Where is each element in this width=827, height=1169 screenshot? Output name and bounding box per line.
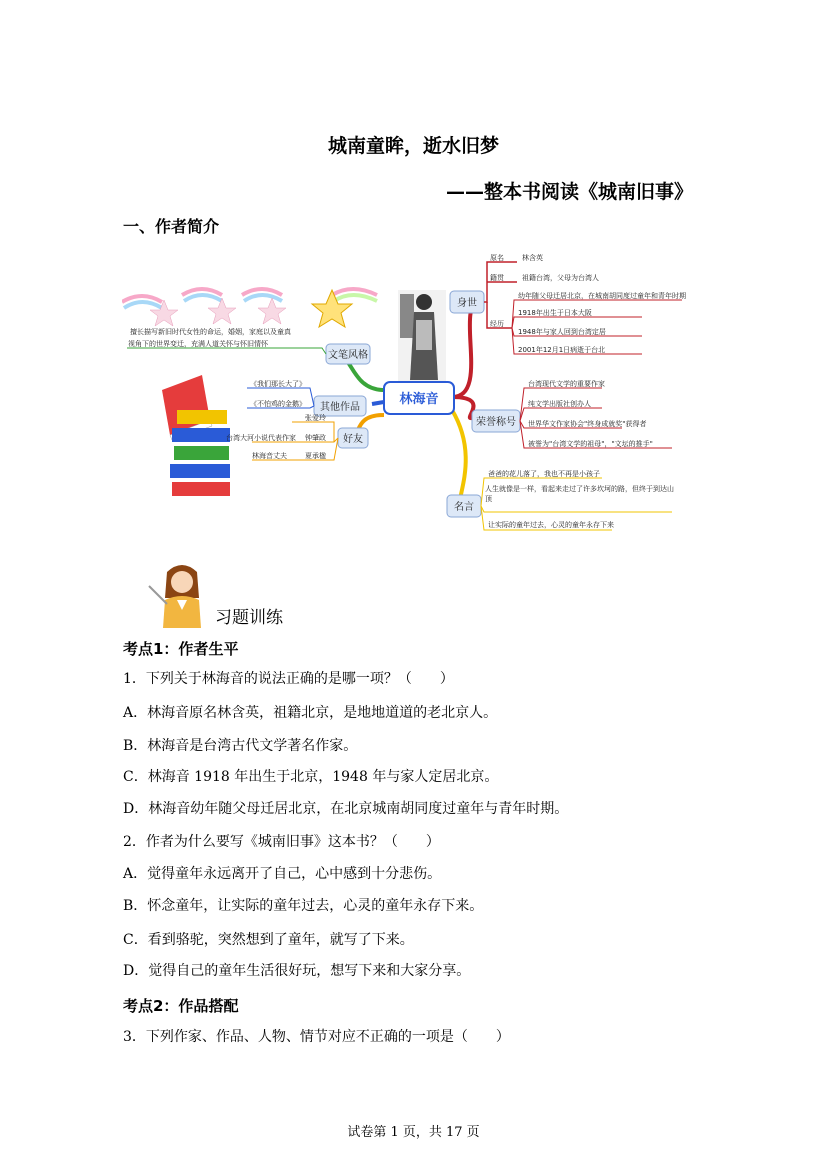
section-heading-author: 一、作者简介 bbox=[123, 217, 220, 236]
q2-option-b: B．怀念童年，让实际的童年过去，心灵的童年永存下来。 bbox=[123, 898, 484, 914]
mingyan-item-1: 人生就像是一样，看起来走过了许多坎坷的路，但终于到达山顶 bbox=[485, 485, 674, 503]
branch-qita: 其他作品 bbox=[320, 402, 360, 413]
wenbi-text-2: 视角下的世界变迁，充满人道关怀与怀旧情怀 bbox=[128, 340, 268, 348]
q2-option-a: A．觉得童年永远离开了自己，心中感到十分悲伤。 bbox=[123, 866, 442, 882]
mindmap-center-node: 林海音 bbox=[399, 392, 439, 407]
page-footer: 试卷第 1 页，共 17 页 bbox=[347, 1125, 480, 1140]
shenshi-value-1: 祖籍台湾，父母为台湾人 bbox=[522, 274, 599, 282]
branch-mingyan: 名言 bbox=[454, 502, 474, 513]
q1-stem: 1．下列关于林海音的说法正确的是哪一项？（ ） bbox=[123, 671, 454, 687]
shenshi-value-0: 林含英 bbox=[522, 254, 543, 262]
shenshi-exp-3: 2001年12月1日病逝于台北 bbox=[518, 346, 606, 354]
qita-item-0: 《我们那长大了》 bbox=[250, 380, 306, 388]
qita-item-1: 《不怕鸡的金鹅》 bbox=[250, 400, 306, 408]
branch-haoyou: 好友 bbox=[343, 434, 363, 445]
q2-stem: 2．作者为什么要写《城南旧事》这本书？（ ） bbox=[123, 834, 440, 850]
q1-option-c: C．林海音 1918 年出生于北京，1948 年与家人定居北京。 bbox=[123, 769, 499, 785]
shenshi-key-2: 经历 bbox=[490, 320, 504, 328]
author-photo bbox=[398, 290, 446, 390]
shenshi-exp-2: 1948年与家人回到台湾定居 bbox=[518, 328, 606, 336]
page-title: 城南童眸，逝水旧梦 bbox=[327, 135, 499, 157]
rongyu-item-1: 纯文学出版社创办人 bbox=[528, 400, 591, 408]
haoyou-name-1: 钟肇政 bbox=[305, 434, 326, 442]
rongyu-item-0: 台湾现代文学的重要作家 bbox=[528, 380, 605, 388]
branch-wenbi: 文笔风格 bbox=[328, 350, 368, 361]
shenshi-exp-0: 幼年随父母迁居北京，在城南胡同度过童年和青年时期 bbox=[518, 292, 686, 300]
rongyu-item-2: 世界华文作家协会"终身成就奖"获得者 bbox=[528, 420, 647, 428]
rongyu-item-3: 被誉为"台湾文学的祖母"，"文坛的推手" bbox=[528, 440, 653, 448]
haoyou-role-1: 台湾大河小说代表作家 bbox=[226, 434, 296, 442]
q2-option-c: C．看到骆驼，突然想到了童年，就写了下来。 bbox=[123, 932, 414, 948]
books-icon bbox=[162, 375, 230, 496]
shenshi-key-1: 籍贯 bbox=[490, 274, 504, 282]
shenshi-key-0: 原名 bbox=[490, 254, 504, 262]
haoyou-name-0: 张爱玲 bbox=[305, 414, 326, 422]
q3-stem: 3．下列作家、作品、人物、情节对应不正确的一项是（ ） bbox=[123, 1029, 510, 1045]
branch-shenshi: 身世 bbox=[457, 298, 477, 309]
rainbow-stars-decoration bbox=[122, 289, 377, 327]
branch-rongyu: 荣誉称号 bbox=[476, 417, 516, 428]
kaodian-1-heading: 考点1：作者生平 bbox=[123, 640, 239, 658]
wenbi-text-1: 擅长描写新旧时代女性的命运，婚姻，家庭以及童真 bbox=[130, 328, 291, 336]
shenshi-exp-1: 1918年出生于日本大阪 bbox=[518, 309, 592, 317]
author-mindmap bbox=[122, 250, 702, 535]
haoyou-role-2: 林海音丈夫 bbox=[252, 452, 287, 460]
haoyou-name-2: 夏承楹 bbox=[305, 452, 326, 460]
q1-option-a: A．林海音原名林含英，祖籍北京，是地地道道的老北京人。 bbox=[123, 705, 498, 721]
mingyan-item-0: 爸爸的花儿落了，我也不再是小孩子 bbox=[488, 470, 600, 478]
mingyan-item-2: 让实际的童年过去，心灵的童年永存下来 bbox=[488, 521, 614, 529]
teacher-icon bbox=[147, 558, 217, 628]
kaodian-2-heading: 考点2：作品搭配 bbox=[123, 997, 239, 1015]
page-subtitle: ——整本书阅读《城南旧事》 bbox=[445, 181, 693, 203]
q1-option-b: B．林海音是台湾古代文学著名作家。 bbox=[123, 738, 358, 754]
practice-label: 习题训练 bbox=[215, 608, 283, 628]
q1-option-d: D．林海音幼年随父母迁居北京，在北京城南胡同度过童年与青年时期。 bbox=[123, 801, 569, 817]
q2-option-d: D．觉得自己的童年生活很好玩，想写下来和大家分享。 bbox=[123, 963, 471, 979]
